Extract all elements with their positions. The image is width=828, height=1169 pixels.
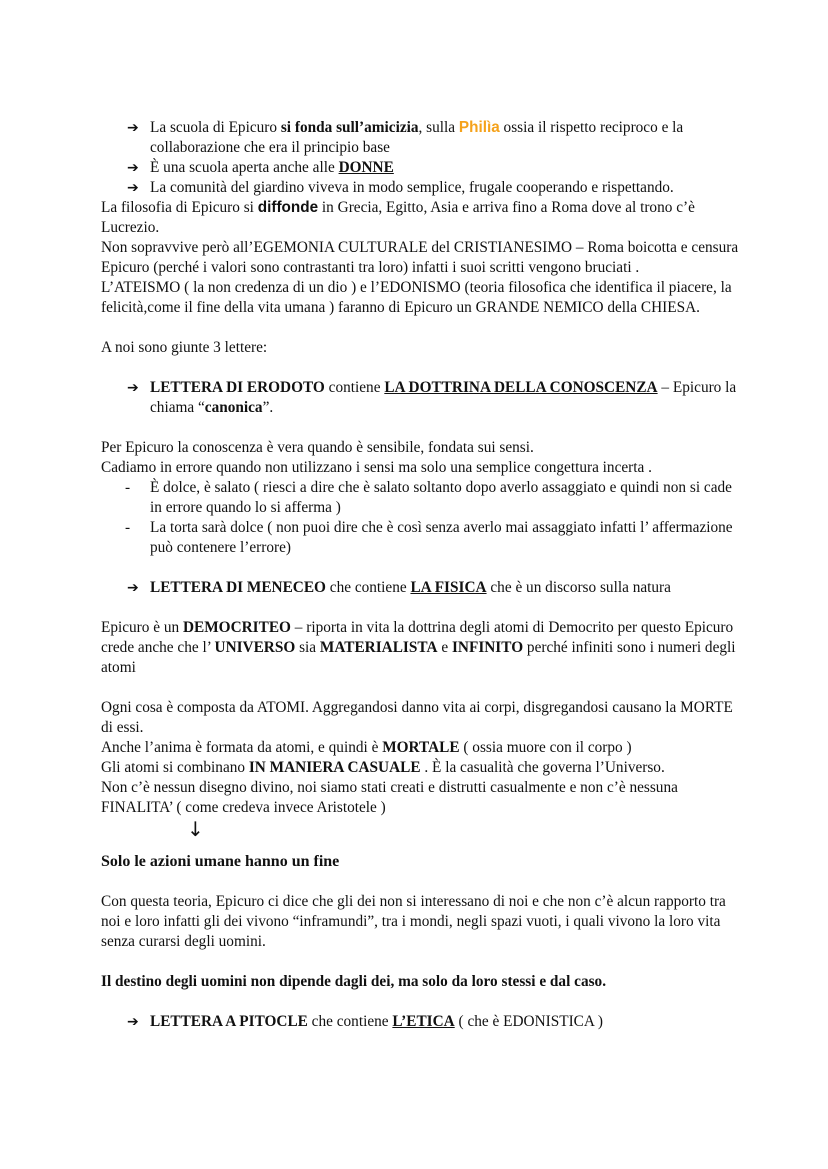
heading-purpose: Solo le azioni umane hanno un fine [101,853,340,870]
paragraph-destiny: Il destino degli uomini non dipende dagli dei, ma solo da loro stessi e dal caso. [101,973,607,990]
letter-meneceo: ➔ LETTERA DI MENECEO che contiene LA FISICA che è un discorso sulla natura [127,579,671,596]
document-content [101,118,741,1032]
letter-pitocle: ➔ LETTERA A PITOCLE che contiene L’ETICA ( che è EDONISTICA ) [127,1013,603,1030]
down-arrow-icon: ↓ [187,817,204,841]
paragraph-gods: Con questa teoria, Epicuro ci dice che gli dei non si interessano di noi e che non c’è alcun rapporto tra noi e loro infatti gli dei vivono “inframundi”, tra i mondi, negli spazi vuoti, i quali vivono la loro vita senza curarsi degli uomini. [101,893,726,950]
bullet-women: ➔ È una scuola aperta anche alle DONNE [127,159,394,176]
bullet-friendship: ➔ La scuola di Epicuro si fonda sull’amicizia, sulla Philìa ossia il rispetto reciproco e la collaborazione che era il principio base [127,119,684,156]
bullet-community: ➔ La comunità del giardino viveva in modo semplice, frugale cooperando e rispettando. [127,179,674,196]
atoms-line-3: Gli atomi si combinano IN MANIERA CASUALE . È la casualità che governa l’Universo. [101,759,665,776]
arrow-icon: ➔ [127,160,139,176]
atoms-line-1: Ogni cosa è composta da ATOMI. Aggregandosi danno vita ai corpi, disgregandosi causano la MORTE di essi. [101,699,733,736]
paragraph-christianity: Non sopravvive però all’EGEMONIA CULTURALE del CRISTIANESIMO – Roma boicotta e censura Epicuro (perché i valori sono contrastanti tra loro) infatti i suoi scritti vengono bruciati . [101,239,739,276]
atoms-line-4: Non c’è nessun disegno divino, noi siamo stati creati e distrutti casualmente e non c’è nessuna FINALITA’ ( come credeva invece Aristotele ) [101,779,678,816]
example-item: - È dolce, è salato ( riesci a dire che è salato soltanto dopo averlo assaggiato e quindi non si cade in errore quando lo si afferma ) [125,479,732,516]
dash-bullet: - [125,479,131,496]
knowledge-line-2: Cadiamo in errore quando non utilizzano i sensi ma solo una semplice congettura incerta . [101,459,652,476]
paragraph-atheism: L’ATEISMO ( la non credenza di un dio ) e l’EDONISMO (teoria filosofica che identifica il piacere, la felicità,come il fine della vita umana ) faranno di Epicuro un GRANDE NEMICO della CHIESA. [101,279,732,316]
philia-term: Philìa [458,119,500,136]
arrow-icon: ➔ [127,180,139,196]
arrow-icon: ➔ [127,380,139,396]
atoms-line-2: Anche l’anima è formata da atomi, e quindi è MORTALE ( ossia muore con il corpo ) [101,739,632,756]
letter-erodoto: ➔ LETTERA DI ERODOTO contiene LA DOTTRINA DELLA CONOSCENZA – Epicuro la chiama “canonica”. [127,379,737,416]
arrow-icon: ➔ [127,1014,139,1030]
arrow-icon: ➔ [127,580,139,596]
paragraph-democrito: Epicuro è un DEMOCRITEO – riporta in vita la dottrina degli atomi di Democrito per questo Epicuro crede anche che l’ UNIVERSO sia MATERIALISTA e INFINITO perché infiniti sono i numeri degli atomi [101,619,736,676]
knowledge-line-1: Per Epicuro la conoscenza è vera quando è sensibile, fondata sui sensi. [101,439,534,456]
arrow-icon: ➔ [127,120,139,136]
intro-bullet-list [101,118,741,198]
dash-bullet: - [125,519,131,536]
example-item: - La torta sarà dolce ( non puoi dire che è così senza averlo mai assaggiato infatti l’ affermazione può contenere l’errore) [125,519,733,556]
paragraph-diffusion: La filosofia di Epicuro si diffonde in Grecia, Egitto, Asia e arriva fino a Roma dove al trono c’è Lucrezio. [101,199,695,236]
letters-intro: A noi sono giunte 3 lettere: [101,339,268,356]
example-list [101,478,741,558]
